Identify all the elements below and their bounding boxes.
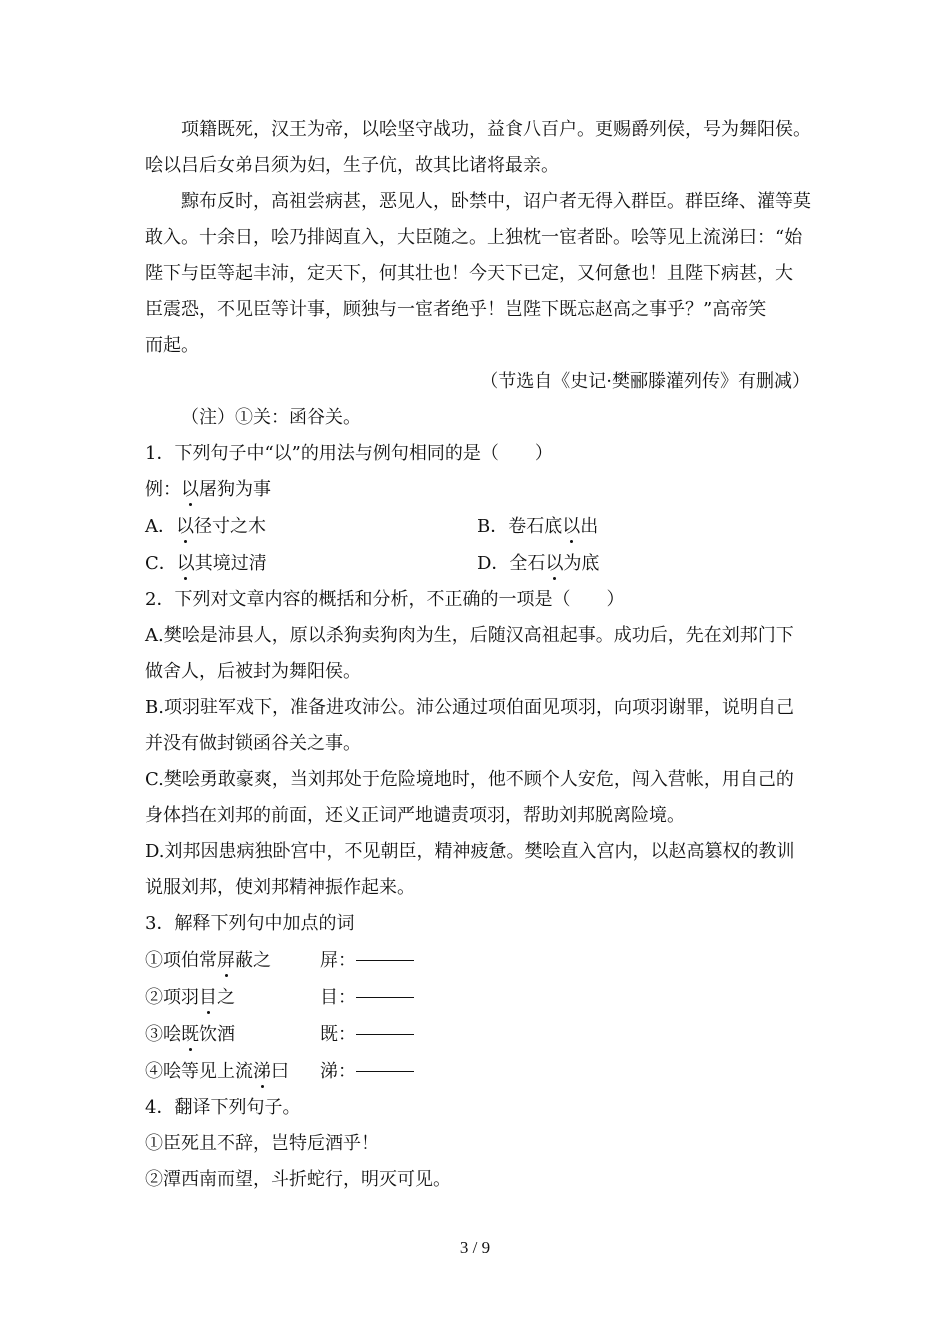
passage-source: （节选自《史记·樊郦滕灌列传》有删减） <box>480 371 810 392</box>
q1-options-row-1 <box>145 508 810 545</box>
q1-example <box>145 472 810 508</box>
q2-option-a: A.樊哙是沛县人，原以杀狗卖狗肉为生，后随汉高祖起事。成功后，先在刘邦门下 <box>145 625 794 646</box>
q3-item: ②项羽目之 目： <box>145 979 810 1016</box>
answer-blank[interactable] <box>356 1053 414 1072</box>
dotted-char: 涕 <box>253 1053 271 1090</box>
q4-sentence-1: ①臣死且不辞，岂特卮酒乎！ <box>145 1133 379 1154</box>
answer-blank[interactable] <box>356 1016 414 1035</box>
q1-option-c: C．以其境过清 <box>145 545 477 582</box>
passage-line: 而起。 <box>145 335 199 356</box>
q2-option-b: B.项羽驻军戏下，准备进攻沛公。沛公通过项伯面见项羽，向项羽谢罪，说明自己 <box>145 697 794 718</box>
dotted-char: 以 <box>177 545 195 582</box>
passage-line: 哙以吕后女弟吕须为妇，生子伉，故其比诸将最亲。 <box>145 155 559 176</box>
q1-option-b: B．卷石底以出 <box>477 508 809 545</box>
q2-option-c: C.樊哙勇敢豪爽，当刘邦处于危险境地时，他不顾个人安危，闯入营帐，用自己的 <box>145 769 794 790</box>
page-number: 3 / 9 <box>459 1238 491 1257</box>
answer-blank[interactable] <box>356 942 414 961</box>
q3-stem: 3．解释下列句中加点的词 <box>145 913 355 934</box>
q3-item: ③哙既饮酒 既： <box>145 1016 810 1053</box>
dotted-char: 既 <box>181 1016 199 1053</box>
dotted-char: 屏 <box>217 942 235 979</box>
q1-option-a: A．以径寸之木 <box>145 508 477 545</box>
q2-option-c-cont: 身体挡在刘邦的前面，还义正词严地谴责项羽，帮助刘邦脱离险境。 <box>145 805 685 826</box>
q2-option-d: D.刘邦因患病独卧宫中，不见朝臣，精神疲惫。樊哙直入宫内，以赵高篡权的教训 <box>145 841 795 862</box>
dotted-char: 以 <box>176 508 194 545</box>
q2-stem: 2．下列对文章内容的概括和分析，不正确的一项是（ ） <box>145 589 625 610</box>
passage-line: 陛下与臣等起丰沛，定天下，何其壮也！今天下已定，又何惫也！且陛下病甚，大 <box>145 263 793 284</box>
q4-sentence-2: ②潭西南而望，斗折蛇行，明灭可见。 <box>145 1169 451 1190</box>
q2-option-a-cont: 做舍人，后被封为舞阳侯。 <box>145 661 361 682</box>
dotted-char: 以 <box>181 472 199 508</box>
dotted-char: 以 <box>562 508 580 545</box>
passage-line: 项籍既死，汉王为帝，以哙坚守战功，益食八百户。更赐爵列侯，号为舞阳侯。 <box>181 119 811 140</box>
document-page <box>145 112 810 1198</box>
passage-line: 敢入。十余日，哙乃排闼直入，大臣随之。上独枕一宦者卧。哙等见上流涕曰：“始 <box>145 227 803 248</box>
dotted-char: 目 <box>199 979 217 1016</box>
passage-line: 臣震恐，不见臣等计事，顾独与一宦者绝乎！岂陛下既忘赵高之事乎？”高帝笑 <box>145 299 767 320</box>
q1-option-d: D．全石以为底 <box>477 545 809 582</box>
passage-note: （注）①关：函谷关。 <box>181 407 361 428</box>
example-prefix: 例： <box>145 479 181 500</box>
answer-blank[interactable] <box>356 979 414 998</box>
q3-item: ①项伯常屏蔽之 屏： <box>145 942 810 979</box>
q2-option-b-cont: 并没有做封锁函谷关之事。 <box>145 733 361 754</box>
passage-line: 黥布反时，高祖尝病甚，恶见人，卧禁中，诏户者无得入群臣。群臣绛、灌等莫 <box>181 191 811 212</box>
dotted-char: 以 <box>545 545 563 582</box>
q3-item: ④哙等见上流涕曰 涕： <box>145 1053 810 1090</box>
q1-options-row-2 <box>145 545 810 582</box>
q2-option-d-cont: 说服刘邦，使刘邦精神振作起来。 <box>145 877 415 898</box>
example-rest: 屠狗为事 <box>199 479 271 500</box>
q4-stem: 4．翻译下列句子。 <box>145 1097 301 1118</box>
q1-stem: 1．下列句子中“以”的用法与例句相同的是（ ） <box>145 443 553 464</box>
